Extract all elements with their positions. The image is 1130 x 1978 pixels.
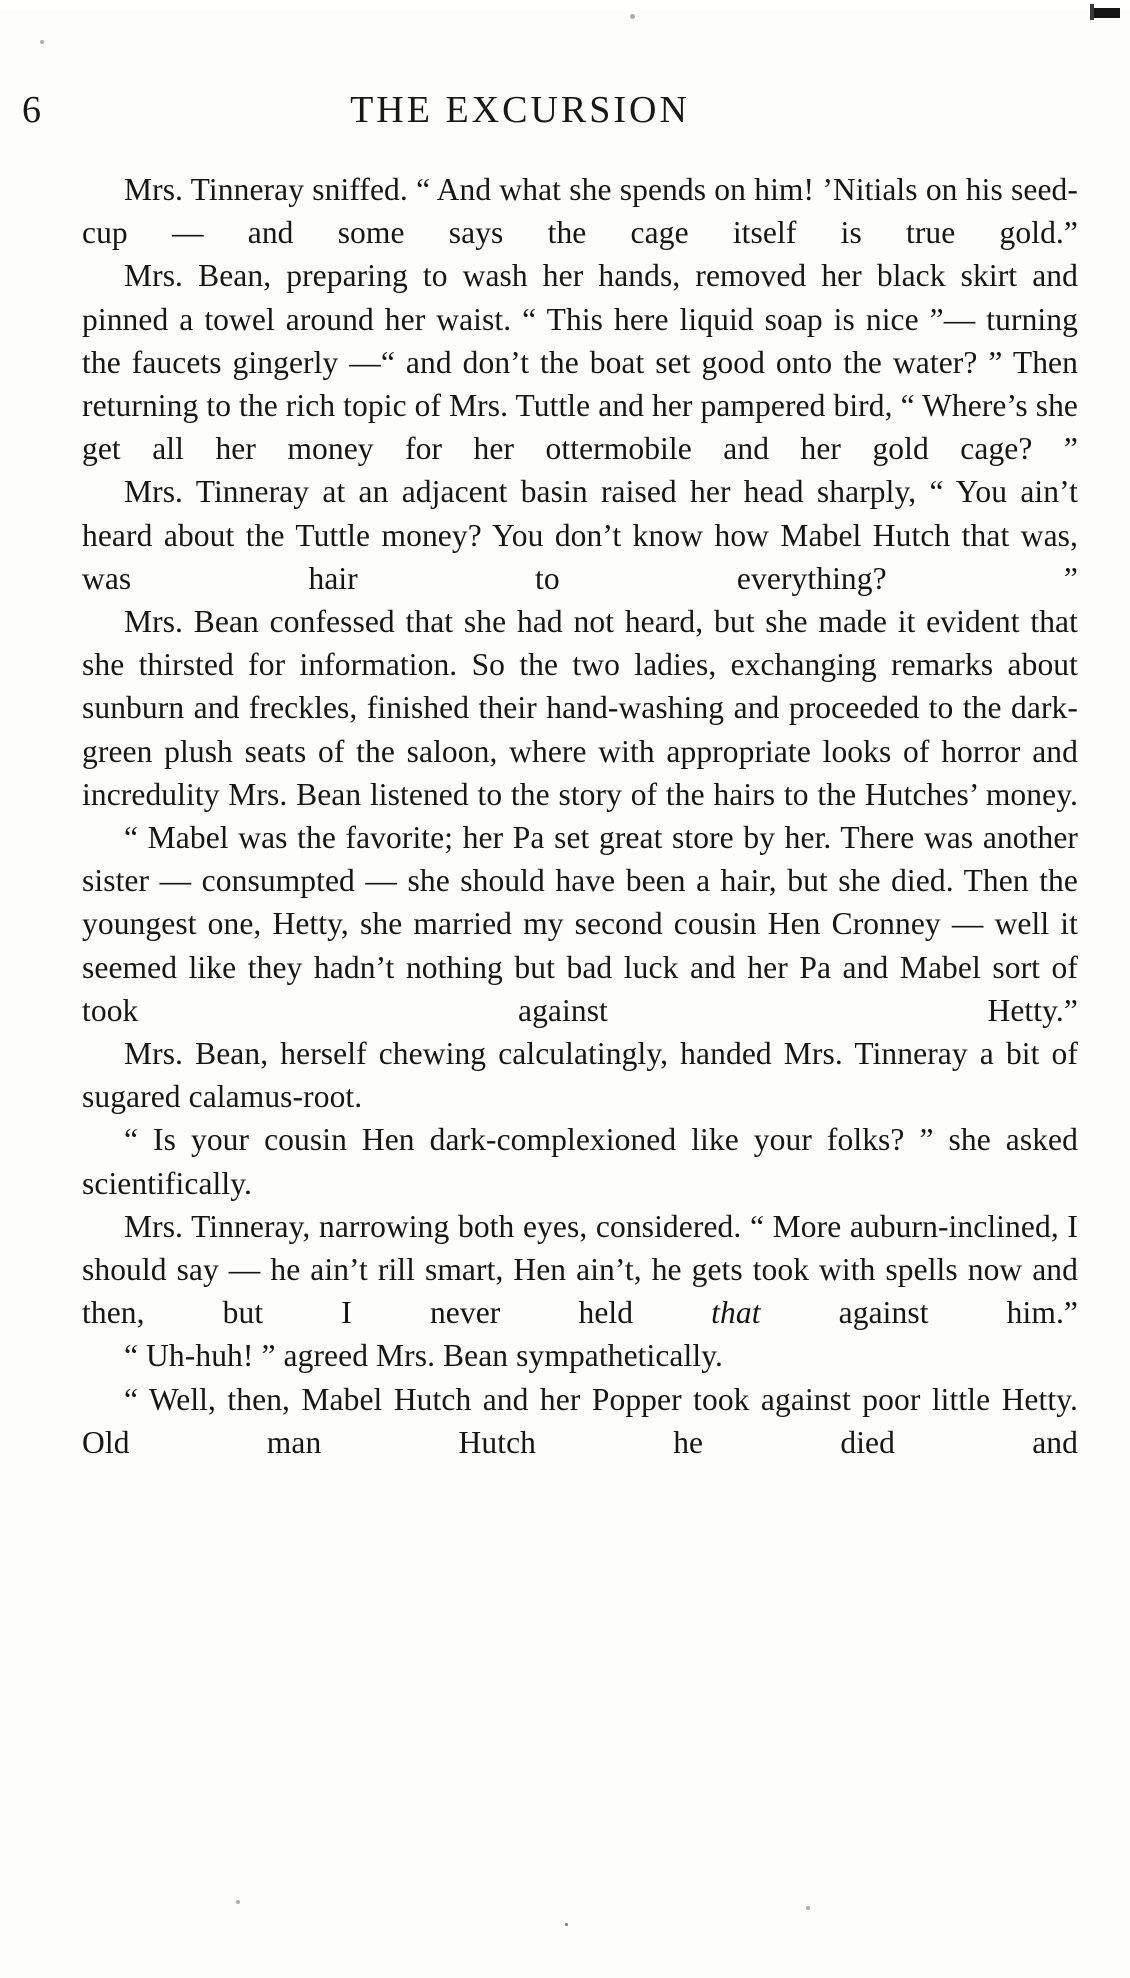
running-title: THE EXCURSION: [350, 89, 690, 131]
page-number: 6: [22, 89, 42, 131]
paragraph: Mrs. Bean, preparing to wash her hands, removed her black skirt and pinned a towel around her waist. “ This here liquid soap is nice ”— turning the faucets gingerly —“ and don’t the boat set good onto the water? ” Then returning to the rich topic of Mrs. Tuttle and her pampered bird, “ Where’s she get all her money for her ottermobile and her gold cage? ”: [82, 258, 1078, 467]
paragraph: Mrs. Tinneray at an adjacent basin raised her head sharply, “ You ain’t heard about the Tuttle money? You don’t know how Mabel Hutch that was, was hair to everything? ”: [82, 474, 1078, 596]
paragraph: “ Well, then, Mabel Hutch and her Popper took against poor little Hetty. Old man Hutch he died and: [82, 1381, 1078, 1460]
scan-speck: [565, 1923, 568, 1926]
paragraph: “ Uh-huh! ” agreed Mrs. Bean sympathetically.: [124, 1338, 724, 1374]
page-header: [0, 86, 1130, 138]
paragraph: “ Is your cousin Hen dark-complexioned like your folks? ” she asked scientifically.: [82, 1122, 1078, 1201]
paragraph: Mrs. Bean, herself chewing calculatingly, handed Mrs. Tinneray a bit of sugared calamus-root.: [82, 1036, 1078, 1115]
paragraph: “ Mabel was the favorite; her Pa set great store by her. There was another sister — consumpted — she should have been a hair, but she died. Then the youngest one, Hetty, she married my second cousin Hen Cronney — well it seemed like they hadn’t nothing but bad luck and her Pa and Mabel sort of took against Hetty.”: [82, 820, 1078, 1028]
paragraph: Mrs. Tinneray, narrowing both eyes, considered. “ More auburn-inclined, I should say — he ain’t rill smart, Hen ain’t, he gets took with spells now and then, but I never held that against him.”: [82, 1208, 1078, 1331]
body-text: [82, 168, 1078, 1464]
paragraph: Mrs. Bean confessed that she had not heard, but she made it evident that she thirsted for information. So the two ladies, exchanging remarks about sunburn and freckles, finished their hand-washing and proceeded to the dark-green plush seats of the saloon, where with appropriate looks of horror and incredulity Mrs. Bean listened to the story of the hairs to the Hutches’ money.: [82, 604, 1078, 812]
paragraph: Mrs. Tinneray sniffed. “ And what she spends on him! ’Nitials on his seed-cup — and some says the cage itself is true gold.”: [82, 172, 1078, 251]
